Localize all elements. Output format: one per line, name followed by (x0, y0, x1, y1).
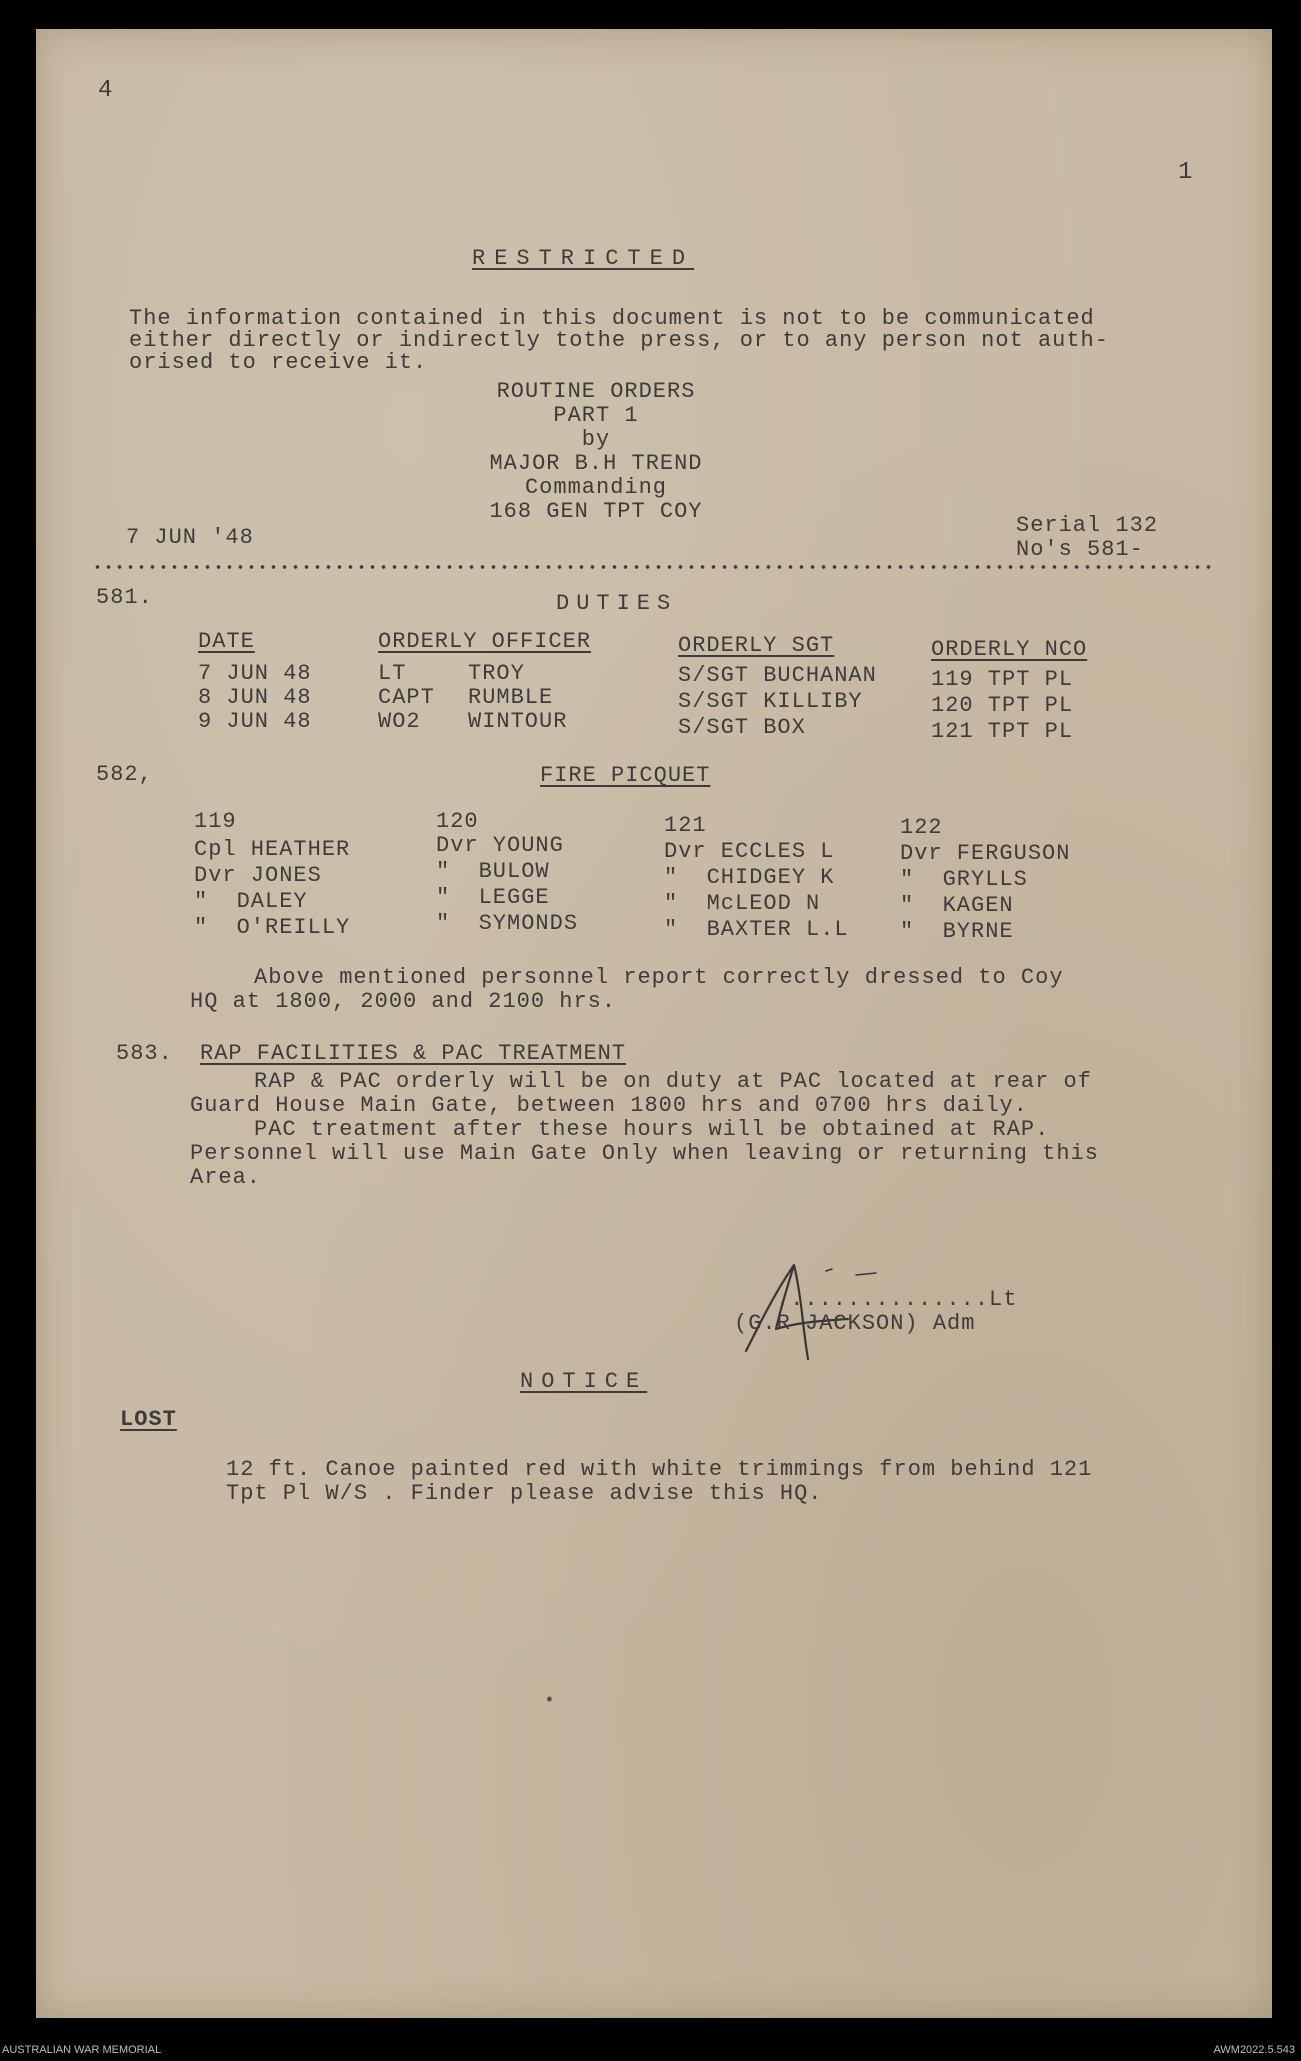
duties-row-3-sgt: S/SGT BOX (678, 715, 806, 740)
picquet-col-122-line-3: " KAGEN (900, 893, 1014, 918)
picquet-col-122-line-1: Dvr FERGUSON (900, 841, 1071, 866)
picquet-col-119-line-1: Cpl HEATHER (194, 837, 351, 862)
duties-row-1-nco: 119 TPT PL (931, 667, 1074, 692)
duties-row-1-date: 7 JUN 48 (198, 661, 312, 686)
section-583-number: 583. (116, 1041, 173, 1066)
duties-row-2-date: 8 JUN 48 (198, 685, 312, 710)
section-583-line-2: Guard House Main Gate, between 1800 hrs and 0700 hrs daily. (190, 1093, 1028, 1118)
section-583-title: RAP FACILITIES & PAC TREATMENT (200, 1041, 627, 1066)
title-routine-orders: ROUTINE ORDERS (496, 379, 696, 404)
serial-number: Serial 132 (1016, 513, 1159, 538)
duties-row-1-rank: LT (378, 661, 407, 686)
dotted-separator (92, 565, 1212, 569)
order-date: 7 JUN '48 (126, 525, 254, 550)
picquet-col-122-pl: 122 (900, 815, 943, 840)
signature-line-1: ...............Lt (776, 1287, 1018, 1312)
picquet-col-121-line-4: " BAXTER L.L (664, 917, 849, 942)
page-mark-left: 4 (98, 77, 113, 104)
picquet-col-120-line-3: " LEGGE (436, 885, 550, 910)
duties-row-3-rank: WO2 (378, 709, 421, 734)
picquet-col-121-line-1: Dvr ECCLES L (664, 839, 835, 864)
duties-row-1-sgt: S/SGT BUCHANAN (678, 663, 877, 688)
title-commanding: Commanding (524, 475, 668, 500)
warning-line-1: The information contained in this document is not to be communicated (129, 306, 1095, 331)
title-commander: MAJOR B.H TREND (489, 451, 703, 476)
section-581-number: 581. (96, 585, 153, 610)
notice-line-1: 12 ft. Canoe painted red with white trimmings from behind 121 (226, 1457, 1093, 1482)
picquet-col-121-line-2: " CHIDGEY K (664, 865, 835, 890)
warning-line-3: orised to receive it. (129, 350, 428, 375)
duties-row-2-rank: CAPT (378, 685, 435, 710)
duties-row-3-date: 9 JUN 48 (198, 709, 312, 734)
title-part: PART 1 (553, 403, 639, 428)
footer-right: AWM2022.5.543 (1213, 2044, 1295, 2056)
warning-line-2: either directly or indirectly tothe press, or to any person not auth- (129, 328, 1109, 353)
duties-row-2-officer: RUMBLE (468, 685, 554, 710)
section-582-number: 582, (96, 762, 153, 787)
picquet-col-120-pl: 120 (436, 809, 479, 834)
picquet-col-119-pl: 119 (194, 809, 237, 834)
signature-line-2: (G.R JACKSON) Adm (734, 1311, 976, 1336)
picquet-col-120-line-2: " BULOW (436, 859, 550, 884)
duties-row-3-officer: WINTOUR (468, 709, 568, 734)
section-583-line-1: RAP & PAC orderly will be on duty at PAC located at rear of (254, 1069, 1092, 1094)
lost-heading: LOST (120, 1407, 177, 1432)
duties-row-1-officer: TROY (468, 661, 525, 686)
picquet-col-120-line-4: " SYMONDS (436, 911, 579, 936)
classification-heading: RESTRICTED (472, 246, 695, 271)
picquet-note-line-1: Above mentioned personnel report correctly dressed to Coy (254, 965, 1064, 990)
duties-header-officer: ORDERLY OFFICER (378, 629, 592, 654)
order-numbers: No's 581- (1016, 537, 1144, 562)
section-583-line-4: Personnel will use Main Gate Only when leaving or returning this (190, 1141, 1099, 1166)
duties-row-2-nco: 120 TPT PL (931, 693, 1074, 718)
notice-heading: NOTICE (520, 1369, 648, 1394)
footer-left: AUSTRALIAN WAR MEMORIAL (2, 2044, 162, 2056)
picquet-col-122-line-4: " BYRNE (900, 919, 1014, 944)
punch-mark: • (544, 1691, 555, 1711)
picquet-col-121-line-3: " McLEOD N (664, 891, 821, 916)
picquet-col-119-line-4: " O'REILLY (194, 915, 351, 940)
duties-row-2-sgt: S/SGT KILLIBY (678, 689, 863, 714)
picquet-col-119-line-2: Dvr JONES (194, 863, 322, 888)
picquet-col-122-line-2: " GRYLLS (900, 867, 1028, 892)
section-582-title: FIRE PICQUET (540, 763, 711, 788)
section-583-line-3: PAC treatment after these hours will be obtained at RAP. (254, 1117, 1050, 1142)
notice-line-2: Tpt Pl W/S . Finder please advise this HQ. (226, 1481, 823, 1506)
section-583-line-5: Area. (190, 1165, 262, 1190)
duties-row-3-nco: 121 TPT PL (931, 719, 1074, 744)
document-page (36, 29, 1272, 2018)
picquet-col-121-pl: 121 (664, 813, 707, 838)
page-mark-right: 1 (1178, 159, 1193, 186)
picquet-col-119-line-3: " DALEY (194, 889, 308, 914)
duties-header-date: DATE (198, 629, 255, 654)
title-by: by (581, 427, 611, 452)
title-unit: 168 GEN TPT COY (489, 499, 703, 524)
section-581-title: DUTIES (556, 591, 678, 616)
duties-header-sgt: ORDERLY SGT (678, 633, 835, 658)
duties-header-nco: ORDERLY NCO (931, 637, 1088, 662)
picquet-note-line-2: HQ at 1800, 2000 and 2100 hrs. (190, 989, 617, 1014)
picquet-col-120-line-1: Dvr YOUNG (436, 833, 564, 858)
